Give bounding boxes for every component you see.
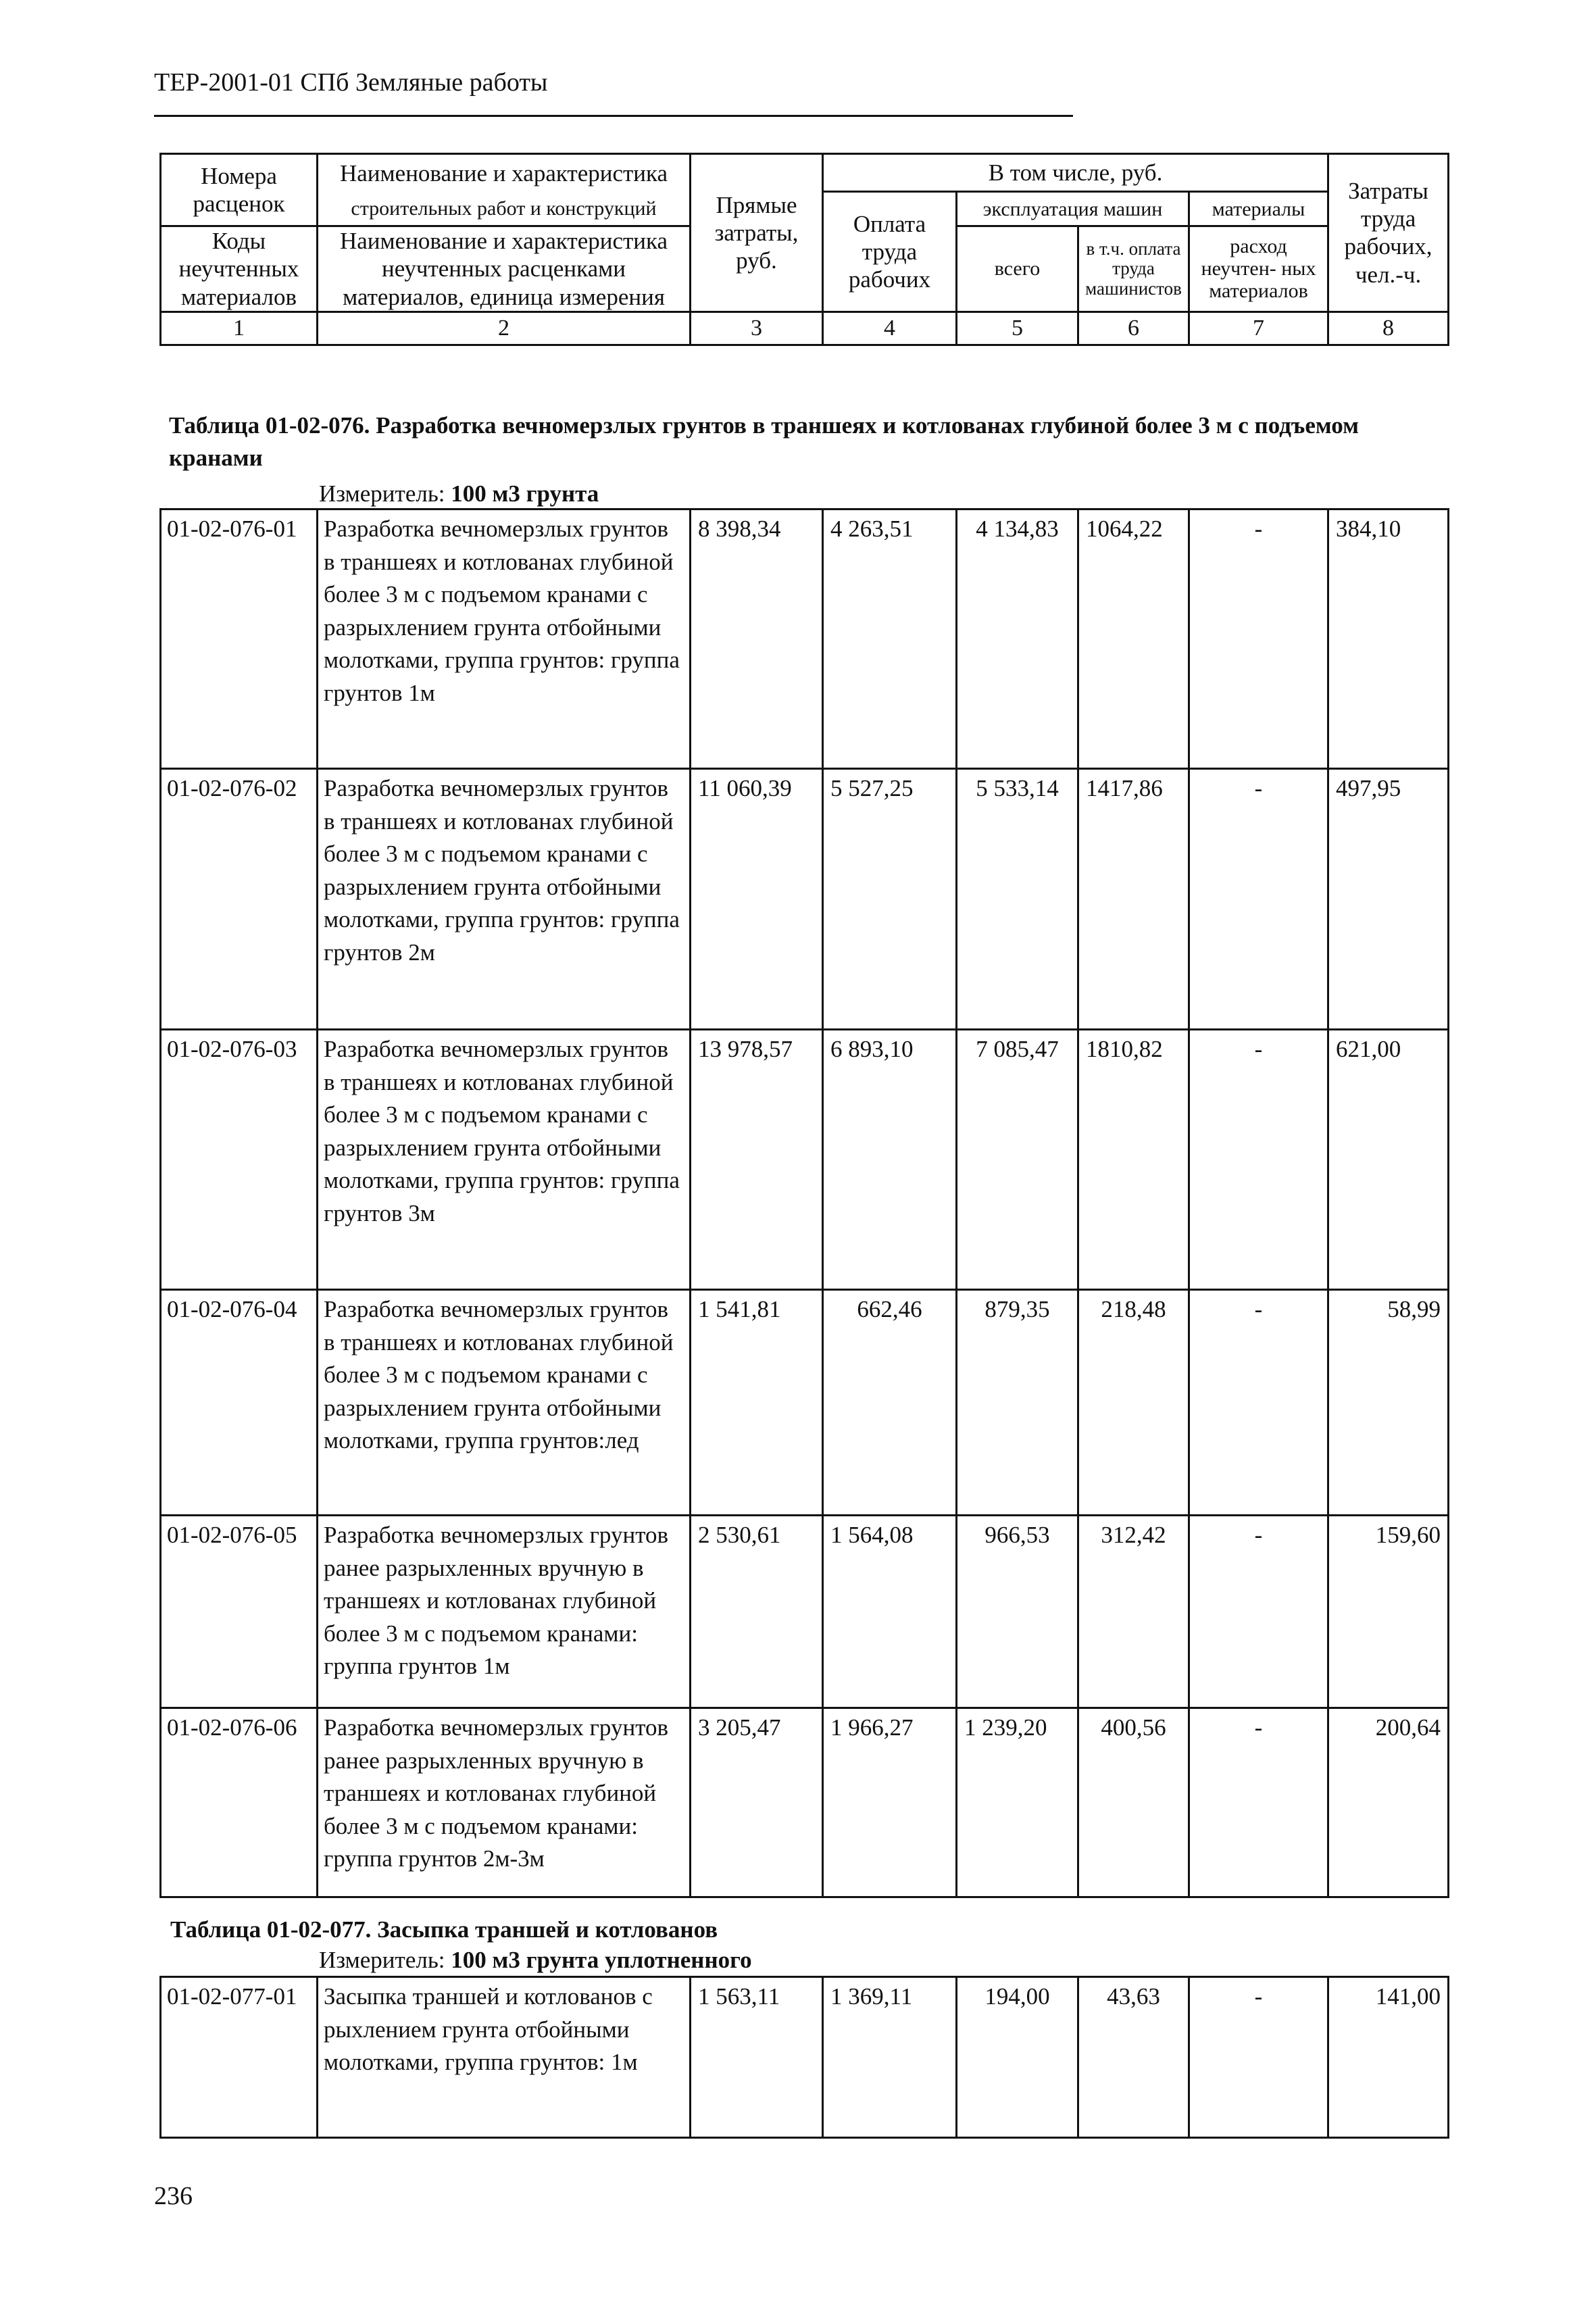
- header-name-top-b: строительных работ и конструкций: [351, 197, 657, 220]
- table-caption: [170, 1914, 1434, 1946]
- rate-code: 01-02-076-06: [161, 1708, 318, 1897]
- table-caption-text: Таблица 01-02-077. Засыпка траншей и котлованов: [170, 1916, 718, 1943]
- machines-total: 5 533,14: [957, 769, 1078, 1030]
- direct-costs: 13 978,57: [691, 1030, 823, 1290]
- rate-name: [318, 1708, 691, 1897]
- machines-total: 879,35: [957, 1290, 1078, 1516]
- table-row: [161, 509, 1449, 769]
- direct-costs: 8 398,34: [691, 509, 823, 769]
- machines-total: 7 085,47: [957, 1030, 1078, 1290]
- labor-pay: 5 527,25: [823, 769, 957, 1030]
- direct-costs: 1 541,81: [691, 1290, 823, 1516]
- rates-table-077: [159, 1976, 1449, 2139]
- header-unaccounted-materials: расход неучтен- ных материалов: [1189, 226, 1328, 312]
- rate-name: Засыпка траншей и котлованов с рыхлением грунта отбойными молотками, группа грунтов: 1м: [318, 1977, 691, 2138]
- colnum-6: 6: [1078, 312, 1189, 345]
- machines-total: 966,53: [957, 1516, 1078, 1708]
- materials: -: [1189, 1977, 1328, 2138]
- labor-hours: 141,00: [1328, 1977, 1449, 2138]
- materials: -: [1189, 769, 1328, 1030]
- machinist-pay: 312,42: [1078, 1516, 1189, 1708]
- header-machines: эксплуатация машин: [957, 192, 1189, 226]
- header-materials: материалы: [1189, 192, 1328, 226]
- direct-costs: 1 563,11: [691, 1977, 823, 2138]
- table-row: [161, 1290, 1449, 1516]
- header-codes-bottom: Коды неучтенных материалов: [161, 226, 318, 312]
- direct-costs: 2 530,61: [691, 1516, 823, 1708]
- rate-code: 01-02-076-05: [161, 1516, 318, 1708]
- labor-pay: 662,46: [823, 1290, 957, 1516]
- rate-name-text: Разработка вечномерзлых грунтов ранее разрыхленных вручную в траншеях и котлованах глубиной более 3 м с подъемом кранами: группа грунтов 2м-3м: [324, 1714, 669, 1872]
- header-name-bottom: Наименование и характеристика неучтенных расценками материалов, единица измерения: [318, 226, 691, 312]
- rate-name: [318, 1290, 691, 1516]
- header-machinist-pay: в т.ч. оплата труда машинистов: [1078, 226, 1189, 312]
- labor-hours: 384,10: [1328, 509, 1449, 769]
- rate-name: Разработка вечномерзлых грунтов в траншеях и котлованах глубиной более 3 м с подъемом кранами с разрыхлением грунта отбойными молотками, группа грунтов: группа грунтов 1м: [318, 509, 691, 769]
- table-row: [161, 769, 1449, 1030]
- table-row: [161, 1516, 1449, 1708]
- machinist-pay: 218,48: [1078, 1290, 1189, 1516]
- colnum-4: 4: [823, 312, 957, 345]
- labor-pay: 6 893,10: [823, 1030, 957, 1290]
- machinist-pay: 43,63: [1078, 1977, 1189, 2138]
- header-labor-pay: Оплата труда рабочих: [823, 192, 957, 312]
- meter-line: [319, 480, 599, 508]
- header-name-top: [318, 154, 691, 226]
- rate-code: 01-02-076-02: [161, 769, 318, 1030]
- header-labor-hours: Затраты труда рабочих, чел.-ч.: [1328, 154, 1449, 312]
- labor-hours: 621,00: [1328, 1030, 1449, 1290]
- labor-hours: 159,60: [1328, 1516, 1449, 1708]
- labor-pay: 1 564,08: [823, 1516, 957, 1708]
- materials: -: [1189, 1516, 1328, 1708]
- table-caption: [169, 409, 1432, 474]
- colnum-2: 2: [318, 312, 691, 345]
- table-row: [161, 1708, 1449, 1897]
- labor-hours: 200,64: [1328, 1708, 1449, 1897]
- meter-label: Измеритель:: [319, 480, 445, 507]
- page-number: 236: [154, 2182, 193, 2210]
- labor-hours: 497,95: [1328, 769, 1449, 1030]
- colnum-3: 3: [691, 312, 823, 345]
- rate-code: 01-02-076-04: [161, 1290, 318, 1516]
- rate-name: Разработка вечномерзлых грунтов в траншеях и котлованах глубиной более 3 м с подъемом кранами с разрыхлением грунта отбойными молотками, группа грунтов: группа грунтов 2м: [318, 769, 691, 1030]
- header-rule: [154, 115, 1073, 117]
- direct-costs: 11 060,39: [691, 769, 823, 1030]
- machinist-pay: 1064,22: [1078, 509, 1189, 769]
- column-header-table: [159, 153, 1449, 346]
- rate-name-text: Разработка вечномерзлых грунтов в траншеях и котлованах глубиной более 3 м с подъемом кранами с разрыхлением грунта отбойными молотками, группа грунтов:лед: [324, 1296, 674, 1453]
- header-group: В том числе, руб.: [823, 154, 1328, 192]
- materials: -: [1189, 1708, 1328, 1897]
- rate-code: 01-02-077-01: [161, 1977, 318, 2138]
- machines-total: 194,00: [957, 1977, 1078, 2138]
- machines-total: 4 134,83: [957, 509, 1078, 769]
- colnum-1: 1: [161, 312, 318, 345]
- materials: -: [1189, 1030, 1328, 1290]
- rate-code: 01-02-076-01: [161, 509, 318, 769]
- rates-table-076: [159, 508, 1449, 1898]
- meter-line: [319, 1946, 752, 1974]
- header-direct-costs: Прямые затраты, руб.: [691, 154, 823, 312]
- colnum-8: 8: [1328, 312, 1449, 345]
- running-head: ТЕР-2001-01 СПб Земляные работы: [154, 68, 548, 97]
- colnum-7: 7: [1189, 312, 1328, 345]
- rate-name: Разработка вечномерзлых грунтов в траншеях и котлованах глубиной более 3 м с подъемом кранами с разрыхлением грунта отбойными молотками, группа грунтов: группа грунтов 3м: [318, 1030, 691, 1290]
- materials: -: [1189, 509, 1328, 769]
- rate-name: [318, 1516, 691, 1708]
- meter-value: 100 м3 грунта уплотненного: [451, 1947, 752, 1973]
- machinist-pay: 1810,82: [1078, 1030, 1189, 1290]
- header-machines-total: всего: [957, 226, 1078, 312]
- machinist-pay: 1417,86: [1078, 769, 1189, 1030]
- header-name-top-a: Наименование и характеристика: [339, 160, 668, 186]
- labor-pay: 1 966,27: [823, 1708, 957, 1897]
- rate-name-text: Разработка вечномерзлых грунтов ранее разрыхленных вручную в траншеях и котлованах глубиной более 3 м с подъемом кранами: группа грунтов 1м: [324, 1522, 669, 1679]
- labor-pay: 1 369,11: [823, 1977, 957, 2138]
- materials: -: [1189, 1290, 1328, 1516]
- machines-total: 1 239,20: [957, 1708, 1078, 1897]
- table-caption-text: Таблица 01-02-076. Разработка вечномерзлых грунтов в траншеях и котлованах глубиной более 3 м с подъемом кранами: [169, 412, 1359, 471]
- table-row: [161, 1030, 1449, 1290]
- meter-label: Измеритель:: [319, 1947, 445, 1973]
- labor-hours: 58,99: [1328, 1290, 1449, 1516]
- table-row: [161, 1977, 1449, 2138]
- machinist-pay: 400,56: [1078, 1708, 1189, 1897]
- colnum-5: 5: [957, 312, 1078, 345]
- labor-pay: 4 263,51: [823, 509, 957, 769]
- direct-costs: 3 205,47: [691, 1708, 823, 1897]
- rate-code: 01-02-076-03: [161, 1030, 318, 1290]
- meter-value: 100 м3 грунта: [451, 480, 599, 507]
- header-codes-top: Номера расценок: [161, 154, 318, 226]
